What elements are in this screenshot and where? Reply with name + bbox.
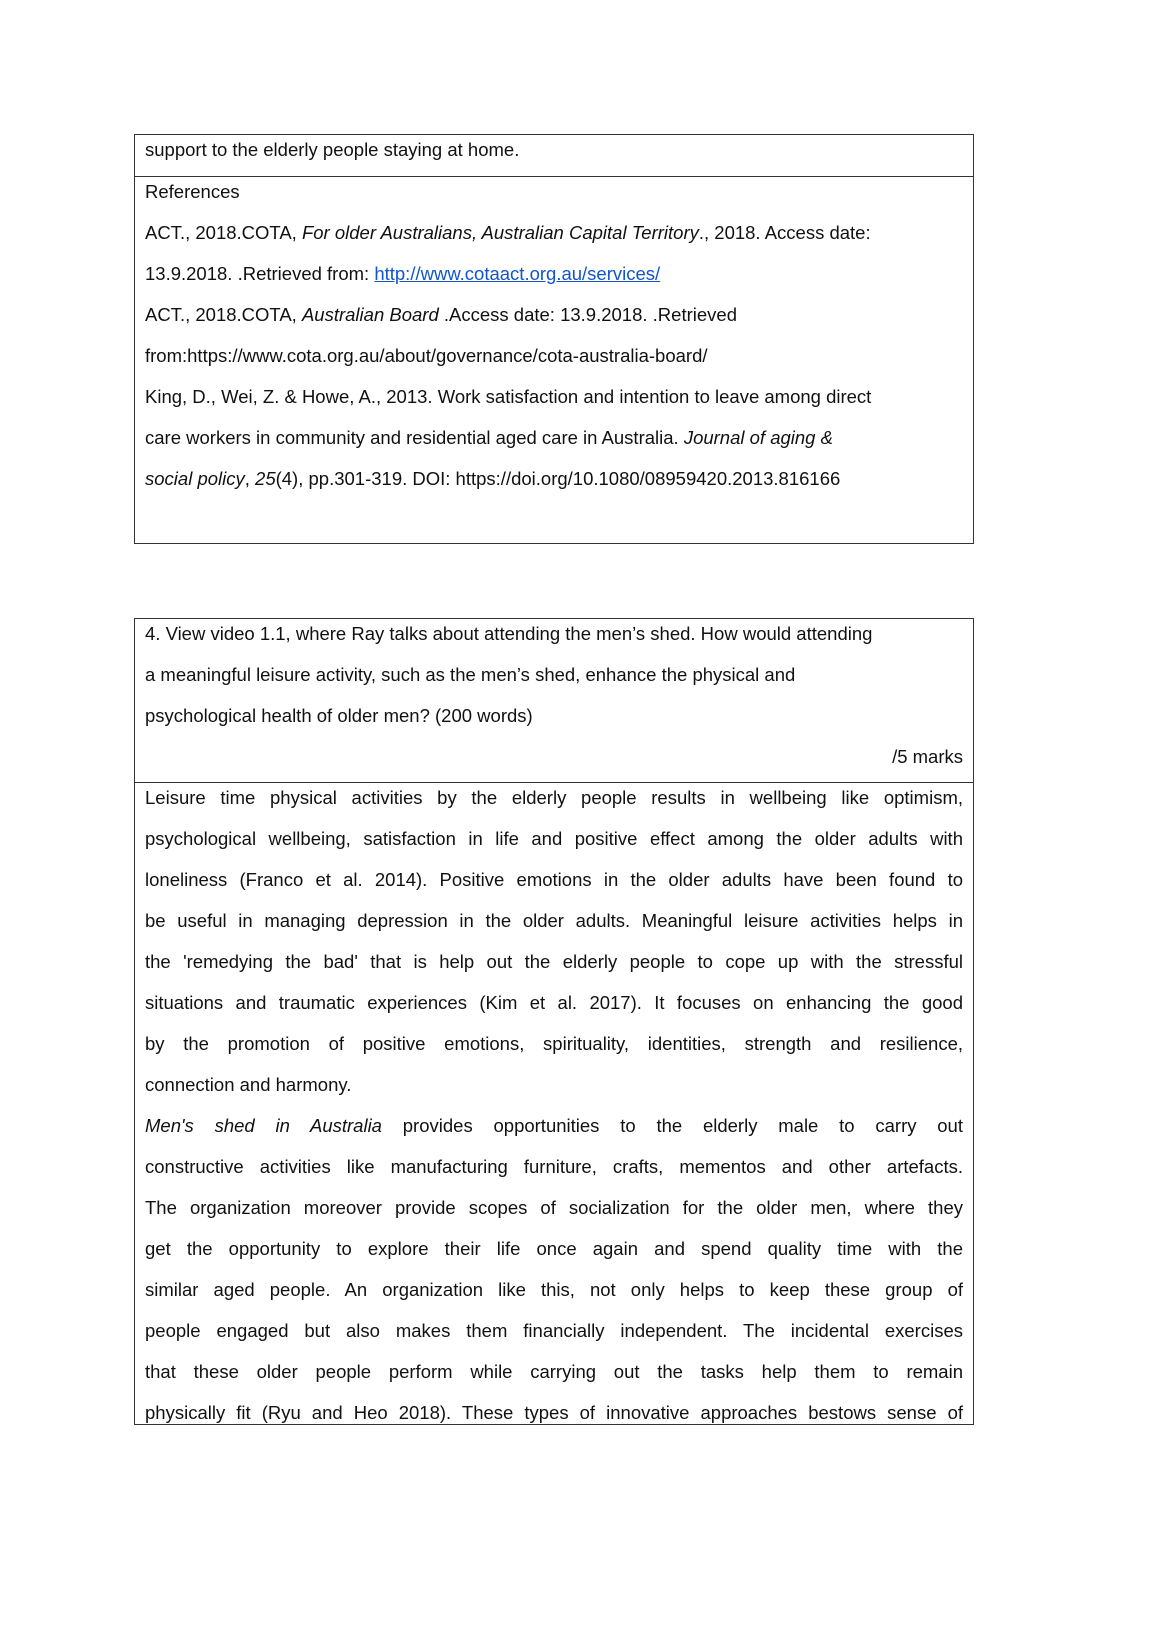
answer-line: situations and traumatic experiences (Kim et al. 2017). It focuses on enhancing the good [145,992,963,1013]
marks-label: /5 marks [892,746,963,767]
answer-tail-text: support to the elderly people staying at home. [145,139,520,160]
answer-line: the 'remedying the bad' that is help out the elderly people to cope up with the stressful [145,951,963,972]
answer-line: be useful in managing depression in the older adults. Meaningful leisure activities helps in [145,910,963,931]
ref-text: ACT., 2018.COTA, [145,222,302,243]
ref-journal: Journal of aging & [683,427,833,448]
answer-line: people engaged but also makes them financially independent. The incidental exercises [145,1320,963,1341]
answer-line: loneliness (Franco et al. 2014). Positive emotions in the older adults have been found to [145,869,963,890]
answer-line: constructive activities like manufacturing furniture, crafts, mementos and other artefacts. [145,1156,963,1177]
reference-3-cont2 [145,464,963,505]
ref-volume: 25 [255,468,276,489]
ref-text: , [244,468,256,489]
answer-line: physically fit (Ryu and Heo 2018). These types of innovative approaches bestows sense of [145,1402,963,1423]
question-cell [135,619,973,782]
answer-line: psychological wellbeing, satisfaction in life and positive effect among the older adults with [145,828,963,849]
answer-line: Leisure time physical activities by the elderly people results in wellbeing like optimism, [145,787,963,808]
answer-line: by the promotion of positive emotions, spirituality, identities, strength and resilience, [145,1033,963,1054]
references-cell [135,176,973,505]
answer-text: provides opportunities to the elderly male to carry out [381,1115,963,1136]
cota-act-link[interactable]: http://www.cotaact.org.au/services/ [374,263,661,284]
reference-1-cont [145,259,963,300]
ref-text: ACT., 2018.COTA, [145,304,302,325]
references-heading: References [145,181,240,202]
question-text: 4. View video 1.1, where Ray talks about attending the men’s shed. How would attending [145,623,873,644]
answer-line: The organization moreover provide scopes of socialization for the older men, where they [145,1197,963,1218]
ref-text: .Access date: 13.9.2018. .Retrieved [438,304,737,325]
answer-cell [135,782,973,1425]
reference-2 [145,300,963,341]
ref-text: care workers in community and residential aged care in Australia. [145,427,684,448]
ref-text: ., 2018. Access date: [698,222,871,243]
question-4-table [134,618,974,1425]
answer-line [145,1111,963,1152]
ref-text: (4), pp.301-319. DOI: https://doi.org/10.1080/08959420.2013.816166 [275,468,841,489]
reference-3-cont [145,423,963,464]
question-text: a meaningful leisure activity, such as the men’s shed, enhance the physical and [145,664,796,685]
answer-line: that these older people perform while carrying out the tasks help them to remain [145,1361,963,1382]
ref-journal: social policy [145,468,245,489]
references-table [134,134,974,544]
ref-title: For older Australians, Australian Capital Territory [301,222,699,243]
ref-title: Australian Board [301,304,439,325]
mens-shed-title: Men's shed in Australia [145,1115,382,1136]
answer-tail-cell [135,135,973,176]
reference-1 [145,218,963,259]
answer-line: get the opportunity to explore their life once again and spend quality time with the [145,1238,963,1259]
ref-text: 13.9.2018. .Retrieved from: [145,263,375,284]
question-text: psychological health of older men? (200 words) [145,705,533,726]
answer-line: similar aged people. An organization like this, not only helps to keep these group of [145,1279,963,1300]
reference-2-cont: from:https://www.cota.org.au/about/governance/cota-australia-board/ [145,345,708,366]
reference-3: King, D., Wei, Z. & Howe, A., 2013. Work satisfaction and intention to leave among direct [145,386,872,407]
answer-line: connection and harmony. [145,1074,352,1095]
